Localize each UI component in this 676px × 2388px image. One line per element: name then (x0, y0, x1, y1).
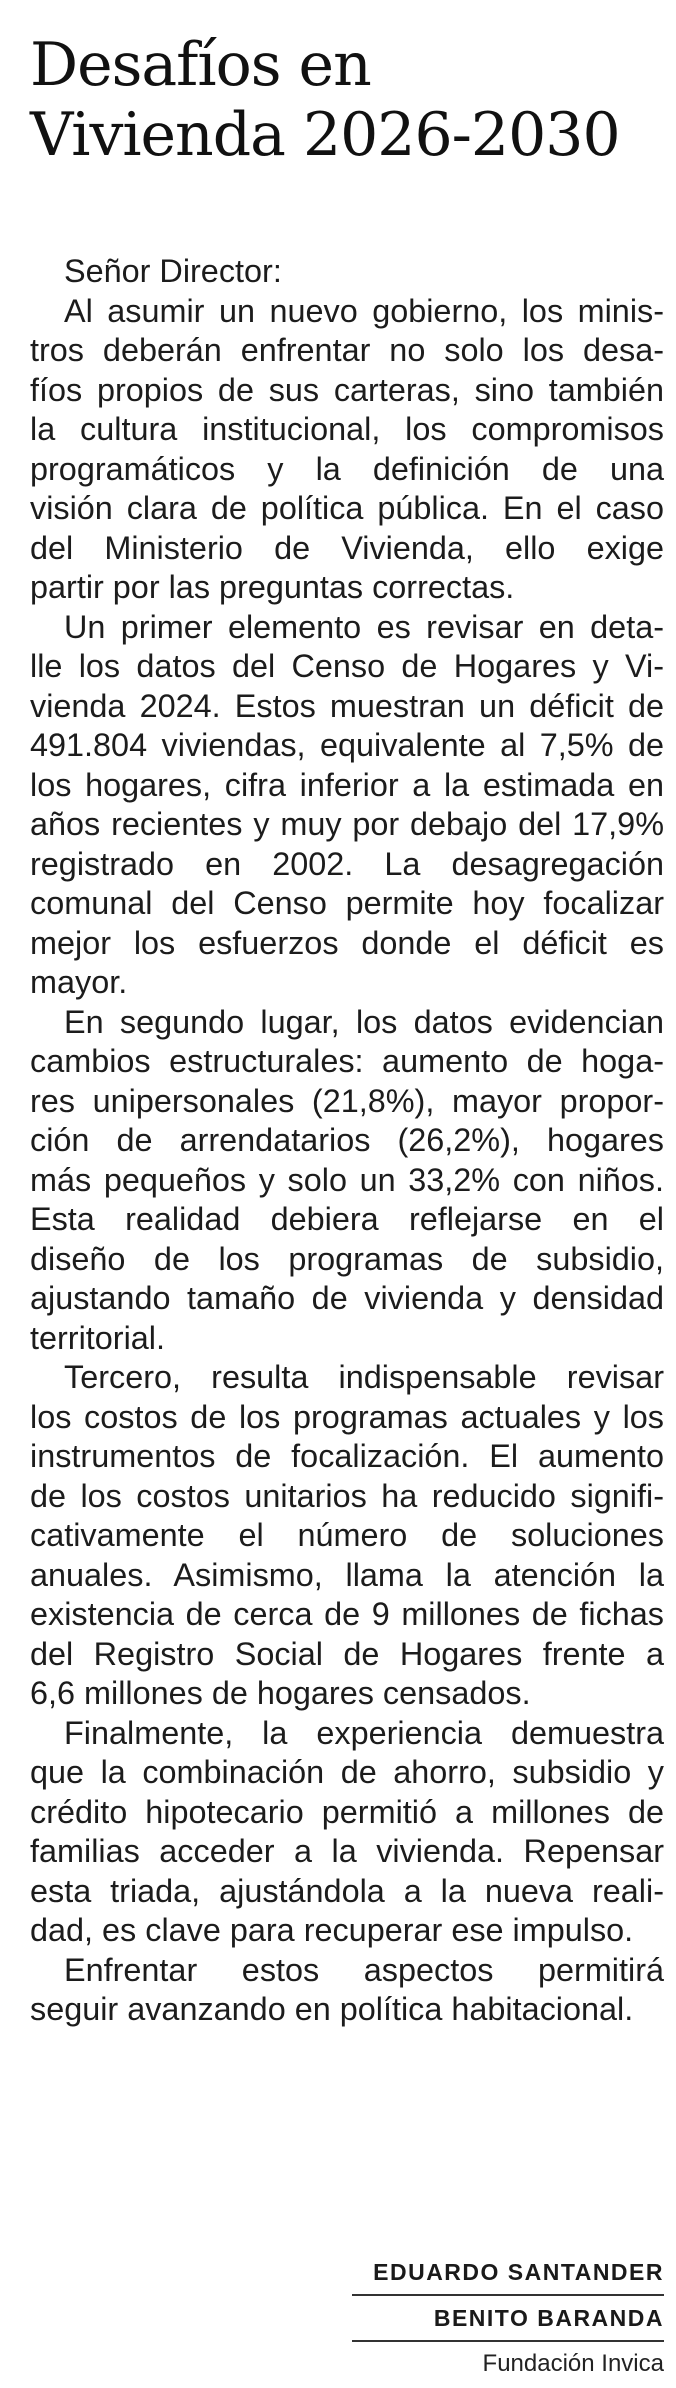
paragraph-line: visión clara de política pública. En el caso (30, 490, 664, 526)
body-paragraph (30, 292, 664, 608)
letter-body (30, 252, 664, 2030)
paragraph-line: mayor. (30, 964, 128, 1000)
paragraph-line: Enfrentar estos aspectos permitirá (64, 1951, 664, 1988)
paragraph-line: los hogares, cifra inferior a la estimada en (30, 766, 664, 803)
paragraph-line: res unipersonales (21,8%), mayor propor- (30, 1082, 664, 1119)
paragraph-line: anuales. Asimismo, llama la atención la (30, 1556, 664, 1593)
paragraph-line: partir por las preguntas correctas. (30, 569, 515, 605)
paragraph-line: la cultura institucional, los compromisos (30, 411, 664, 447)
paragraph-line: programáticos y la definición de una (30, 450, 664, 487)
body-paragraph (30, 1951, 664, 2030)
paragraph-line: que la combinación de ahorro, subsidio y (30, 1754, 664, 1790)
paragraph-line: Tercero, resulta indispensable revisar (64, 1359, 664, 1395)
paragraph-line: años recientes y muy por debajo del 17,9% (30, 806, 664, 842)
body-paragraph (30, 608, 664, 1003)
paragraph-line: cambios estructurales: aumento de hoga- (30, 1043, 664, 1079)
salutation-paragraph (30, 252, 664, 292)
salutation: Señor Director: (64, 253, 282, 289)
paragraph-line: de los costos unitarios ha reducido signifi- (30, 1477, 664, 1514)
paragraph-line: cativamente el número de soluciones (30, 1517, 664, 1553)
paragraph-line: territorial. (30, 1319, 165, 1356)
paragraph-line: Un primer elemento es revisar en deta- (64, 608, 664, 645)
paragraph-line: más pequeños y solo un 33,2% con niños. (30, 1161, 664, 1198)
paragraph-line: Al asumir un nuevo gobierno, los minis- (64, 292, 664, 329)
signature-organization: Fundación Invica (482, 2350, 664, 2377)
paragraph-line: diseño de los programas de subsidio, (30, 1240, 664, 1277)
paragraph-line: 491.804 viviendas, equivalente al 7,5% de (30, 727, 664, 763)
signature-name: EDUARDO SANTANDER (373, 2259, 664, 2285)
title-line: Vivienda 2026-2030 (30, 100, 620, 170)
paragraph-line: 6,6 millones de hogares censados. (30, 1675, 531, 1711)
letter-article (30, 0, 664, 2030)
signature-name: BENITO BARANDA (433, 2305, 664, 2331)
body-paragraph (30, 1358, 664, 1714)
paragraph-line: familias acceder a la vivienda. Repensar (30, 1833, 664, 1869)
paragraph-line: ción de arrendatarios (26,2%), hogares (30, 1122, 664, 1158)
paragraph-line: fíos propios de sus carteras, sino también (30, 371, 664, 408)
paragraph-line: esta triada, ajustándola a la nueva reali- (30, 1872, 664, 1909)
body-paragraph (30, 1714, 664, 1951)
paragraphs-container (30, 292, 664, 2030)
paragraph-line: del Registro Social de Hogares frente a (30, 1635, 664, 1672)
paragraph-line: Finalmente, la experiencia demuestra (64, 1714, 664, 1751)
paragraph-line: lle los datos del Censo de Hogares y Vi- (30, 648, 664, 684)
paragraph-line: En segundo lugar, los datos evidencian (64, 1003, 664, 1040)
signature-block (30, 2250, 664, 2386)
paragraph-line: Esta realidad debiera reflejarse en el (30, 1201, 664, 1237)
body-paragraph (30, 1003, 664, 1359)
title-line: Desafíos en (30, 30, 371, 100)
paragraph-line: mejor los esfuerzos donde el déficit es (30, 924, 664, 961)
paragraph-line: dad, es clave para recuperar ese impulso. (30, 1912, 634, 1948)
paragraph-line: ajustando tamaño de vivienda y densidad (30, 1280, 664, 1316)
paragraph-line: los costos de los programas actuales y los (30, 1398, 664, 1435)
paragraph-line: comunal del Censo permite hoy focalizar (30, 885, 664, 921)
paragraph-line: instrumentos de focalización. El aumento (30, 1438, 664, 1474)
paragraph-line: seguir avanzando en política habitacional. (30, 1991, 634, 2027)
article-title (30, 0, 664, 170)
paragraph-line: existencia de cerca de 9 millones de fichas (30, 1596, 664, 1632)
paragraph-line: tros deberán enfrentar no solo los desa- (30, 332, 664, 368)
paragraph-line: del Ministerio de Vivienda, ello exige (30, 529, 664, 566)
paragraph-line: vienda 2024. Estos muestran un déficit de (30, 687, 664, 724)
paragraph-line: registrado en 2002. La desagregación (30, 845, 664, 882)
paragraph-line: crédito hipotecario permitió a millones de (30, 1793, 664, 1830)
